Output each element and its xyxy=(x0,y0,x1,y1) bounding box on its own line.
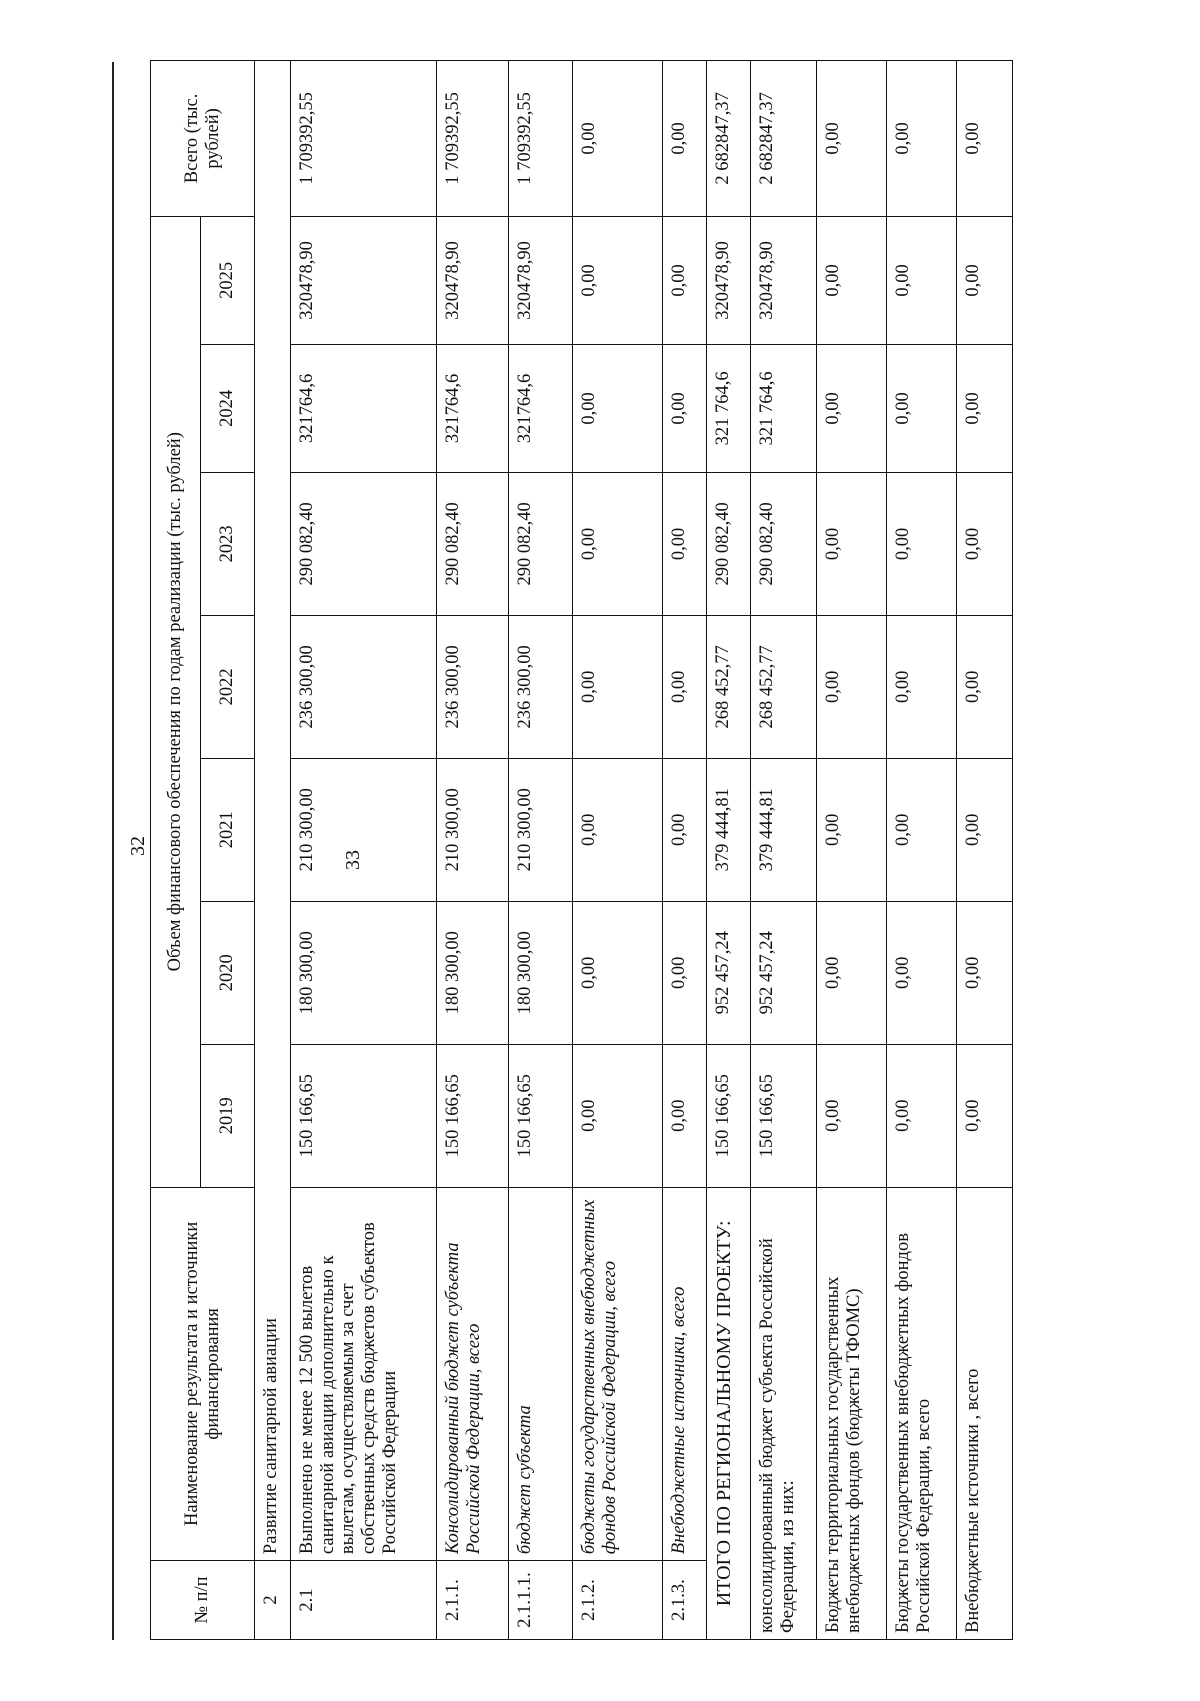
header-num: № п/п xyxy=(151,1561,255,1640)
row-num: 2.1.3. xyxy=(663,1561,707,1640)
row-value: 290 082,40 xyxy=(437,472,509,615)
total-row-value: 379 444,81 xyxy=(707,758,751,901)
row-value: 150 166,65 xyxy=(437,1044,509,1187)
summary-row-value: 0,00 xyxy=(887,216,957,344)
header-year: 2024 xyxy=(201,344,255,472)
header-year: 2020 xyxy=(201,901,255,1044)
row-num: 2.1.2. xyxy=(573,1561,663,1640)
total-row-value: 321 764,6 xyxy=(707,344,751,472)
row-value: 150 166,65 xyxy=(291,1044,437,1187)
row-value: 0,00 xyxy=(573,344,663,472)
row-name: бюджеты государственных внебюджетных фондов Российской Федерации, всего xyxy=(573,1187,663,1560)
header-year: 2021 xyxy=(201,758,255,901)
summary-row-value: 320478,90 xyxy=(751,216,817,344)
section-num: 2 xyxy=(255,1561,291,1640)
summary-row-value: 0,00 xyxy=(817,61,887,217)
summary-row-value: 952 457,24 xyxy=(751,901,817,1044)
row-value: 0,00 xyxy=(573,1044,663,1187)
row-value: 0,00 xyxy=(663,472,707,615)
row-value: 236 300,00 xyxy=(437,615,509,758)
total-row-value: 320478,90 xyxy=(707,216,751,344)
row-value: 236 300,00 xyxy=(509,615,573,758)
summary-row-value: 268 452,77 xyxy=(751,615,817,758)
row-value: 0,00 xyxy=(573,758,663,901)
row-value: 0,00 xyxy=(573,472,663,615)
section-row xyxy=(255,61,291,1640)
row-name: Консолидированный бюджет субъекта Российской Федерации, всего xyxy=(437,1187,509,1560)
row-value: 0,00 xyxy=(573,901,663,1044)
summary-row-value: 0,00 xyxy=(817,901,887,1044)
row-value: 0,00 xyxy=(573,615,663,758)
row-value: 290 082,40 xyxy=(291,472,437,615)
summary-row-value: 290 082,40 xyxy=(751,472,817,615)
row-value: 180 300,00 xyxy=(291,901,437,1044)
summary-row-value: 0,00 xyxy=(887,61,957,217)
summary-row-value: 0,00 xyxy=(817,216,887,344)
summary-row-label: консолидированный бюджет субъекта Российской Федерации, из них: xyxy=(751,1187,817,1639)
table-header xyxy=(151,61,255,1640)
summary-row-value: 0,00 xyxy=(957,1044,1013,1187)
page-number-lower: 33 xyxy=(342,850,364,870)
total-row-value: 268 452,77 xyxy=(707,615,751,758)
row-name: Выполнено не менее 12 500 вылетов санитарной авиации дополнительно к вылетам, осуществляемым за счет собственных средств бюджетов субъектов Российской Федерации xyxy=(291,1187,437,1560)
row-value: 180 300,00 xyxy=(437,901,509,1044)
summary-row-value: 0,00 xyxy=(957,61,1013,217)
row-value: 321764,6 xyxy=(291,344,437,472)
section-name: Развитие санитарной авиации xyxy=(255,61,291,1561)
table-row xyxy=(437,61,509,1640)
row-value: 290 082,40 xyxy=(509,472,573,615)
row-value: 210 300,00 xyxy=(509,758,573,901)
table-row xyxy=(663,61,707,1640)
total-row-value: 150 166,65 xyxy=(707,1044,751,1187)
summary-row-label: Бюджеты государственных внебюджетных фондов Российской Федерации, всего xyxy=(887,1187,957,1639)
row-value: 236 300,00 xyxy=(291,615,437,758)
summary-row-value: 0,00 xyxy=(887,901,957,1044)
total-row xyxy=(707,61,751,1640)
funding-table xyxy=(150,60,1013,1640)
row-name: Внебюджетные источники, всего xyxy=(663,1187,707,1560)
header-year: 2025 xyxy=(201,216,255,344)
summary-row-value: 0,00 xyxy=(817,615,887,758)
summary-row-value: 0,00 xyxy=(957,216,1013,344)
summary-row-value: 0,00 xyxy=(817,344,887,472)
table-body xyxy=(255,61,1013,1640)
row-num: 2.1 xyxy=(291,1561,437,1640)
header-total: Всего (тыс. рублей) xyxy=(151,61,255,217)
summary-row xyxy=(957,61,1013,1640)
summary-row xyxy=(887,61,957,1640)
row-value: 0,00 xyxy=(663,344,707,472)
summary-row-value: 0,00 xyxy=(957,615,1013,758)
table-row xyxy=(509,61,573,1640)
row-value: 0,00 xyxy=(663,1044,707,1187)
header-year: 2022 xyxy=(201,615,255,758)
row-value: 180 300,00 xyxy=(509,901,573,1044)
total-row-value: 952 457,24 xyxy=(707,901,751,1044)
summary-row-value: 0,00 xyxy=(887,758,957,901)
summary-row-value: 0,00 xyxy=(817,472,887,615)
row-num: 2.1.1.1. xyxy=(509,1561,573,1640)
row-value: 1 709392,55 xyxy=(437,61,509,217)
row-value: 320478,90 xyxy=(437,216,509,344)
summary-row-value: 0,00 xyxy=(887,615,957,758)
summary-row-value: 0,00 xyxy=(817,1044,887,1187)
header-year: 2023 xyxy=(201,472,255,615)
summary-row-value: 0,00 xyxy=(957,344,1013,472)
summary-row-value: 0,00 xyxy=(887,472,957,615)
row-name: бюджет субъекта xyxy=(509,1187,573,1560)
row-value: 0,00 xyxy=(663,901,707,1044)
row-value: 0,00 xyxy=(573,61,663,217)
summary-row-value: 0,00 xyxy=(887,1044,957,1187)
table-row xyxy=(573,61,663,1640)
summary-row-value: 0,00 xyxy=(887,344,957,472)
row-value: 0,00 xyxy=(663,216,707,344)
summary-row-value: 0,00 xyxy=(957,758,1013,901)
summary-row-value: 2 682847,37 xyxy=(751,61,817,217)
row-value: 321764,6 xyxy=(437,344,509,472)
total-row-value: 2 682847,37 xyxy=(707,61,751,217)
row-value: 210 300,00 xyxy=(437,758,509,901)
summary-row xyxy=(817,61,887,1640)
header-year: 2019 xyxy=(201,1044,255,1187)
page-divider-line xyxy=(112,62,114,1640)
row-value: 210 300,00 xyxy=(291,758,437,901)
row-value: 320478,90 xyxy=(291,216,437,344)
row-value: 321764,6 xyxy=(509,344,573,472)
row-value: 0,00 xyxy=(663,758,707,901)
summary-row-value: 321 764,6 xyxy=(751,344,817,472)
row-value: 320478,90 xyxy=(509,216,573,344)
table-row xyxy=(291,61,437,1640)
row-value: 0,00 xyxy=(663,615,707,758)
rotated-table-wrapper xyxy=(150,60,1030,1640)
summary-row-label: Бюджеты территориальных государственных внебюджетных фондов (бюджеты ТФОМС) xyxy=(817,1187,887,1639)
header-name: Наименование результата и источники финансирования xyxy=(151,1187,255,1560)
total-row-value: 290 082,40 xyxy=(707,472,751,615)
header-group: Объем финансового обеспечения по годам реализации (тыс. рублей) xyxy=(151,216,201,1187)
total-row-label: ИТОГО ПО РЕГИОНАЛЬНОМУ ПРОЕКТУ: xyxy=(707,1187,751,1639)
summary-row xyxy=(751,61,817,1640)
summary-row-value: 379 444,81 xyxy=(751,758,817,901)
summary-row-value: 0,00 xyxy=(817,758,887,901)
row-value: 0,00 xyxy=(663,61,707,217)
row-value: 0,00 xyxy=(573,216,663,344)
summary-row-label: Внебюджетные источники , всего xyxy=(957,1187,1013,1639)
summary-row-value: 0,00 xyxy=(957,901,1013,1044)
row-value: 150 166,65 xyxy=(509,1044,573,1187)
page-number-upper: 32 xyxy=(127,836,149,856)
row-value: 1 709392,55 xyxy=(509,61,573,217)
summary-row-value: 150 166,65 xyxy=(751,1044,817,1187)
row-value: 1 709392,55 xyxy=(291,61,437,217)
summary-row-value: 0,00 xyxy=(957,472,1013,615)
row-num: 2.1.1. xyxy=(437,1561,509,1640)
